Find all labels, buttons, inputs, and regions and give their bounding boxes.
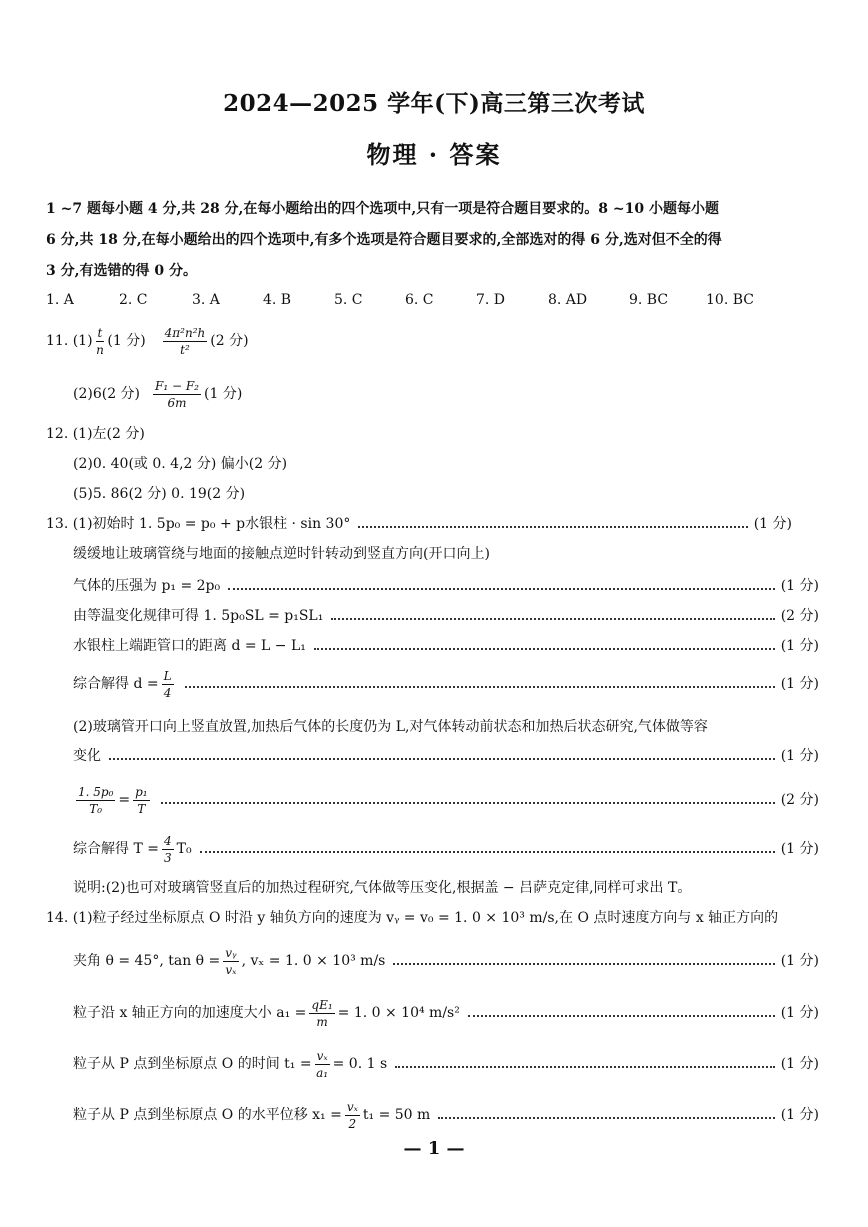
q14-line: 粒子从 P 点到坐标原点 O 的时间 t₁ = $\frac{\text{vₓ}}{\text{a₁}}$ = 0. 1 s (1 分)	[73, 1048, 819, 1080]
q13-line: 综合解得 d = $\frac{L}{4}$ (1 分)	[73, 668, 819, 700]
q11-part2: (2)6(2 分) $\frac{\text{F₁ − F₂}}{6m}$ (1 分)	[73, 378, 243, 410]
answer-item: 3. A	[192, 292, 220, 308]
instruction-line: 3 分,有选错的得 0 分。	[46, 263, 197, 279]
q13-line: 13. (1)初始时 1. 5p₀ = p₀ + p水银柱 · sin 30° (1 分)	[46, 516, 792, 532]
fraction: $\frac{4}{3}$	[163, 833, 172, 865]
q12-line: (2)0. 40(或 0. 4,2 分) 偏小(2 分)	[73, 456, 288, 472]
q13-line: 气体的压强为 p₁ = 2p₀ (1 分)	[73, 578, 819, 594]
page-title: 2024—2025 学年(下)高三第三次考试	[223, 90, 645, 117]
q13-note: 说明:(2)也可对玻璃管竖直后的加热过程研究,气体做等压变化,根据盖 − 吕萨克定律,同样可求出 T。	[73, 880, 692, 896]
q14-line: 夹角 θ = 45°, tan θ = $\frac{\text{vᵧ}}{\text{vₓ}}$ , vₓ = 1. 0 × 10³ m/s (1 分)	[73, 945, 819, 977]
answer-item: 4. B	[263, 292, 292, 308]
answer-item: 5. C	[334, 292, 363, 308]
fraction: $\frac{\text{p₁}}{T}$	[135, 784, 148, 816]
q14-line: 粒子沿 x 轴正方向的加速度大小 a₁ = $\frac{\text{qE₁}}{m}$ = 1. 0 × 10⁴ m/s² (1 分)	[73, 997, 819, 1029]
q12-line: (5)5. 86(2 分) 0. 19(2 分)	[73, 486, 246, 502]
q12-line: 12. (1)左(2 分)	[46, 426, 145, 442]
q13-line: 水银柱上端距管口的距离 d = L − L₁ (1 分)	[73, 638, 819, 654]
instructions	[46, 194, 806, 287]
q13-line: 综合解得 T = $\frac{4}{3}$ T₀ (1 分)	[73, 833, 819, 865]
fraction: $\frac{t}{n}$	[96, 325, 104, 357]
answer-item: 10. BC	[706, 292, 754, 308]
answer-item: 6. C	[405, 292, 434, 308]
fraction: $\frac{\text{vₓ}}{\text{a₁}}$	[316, 1048, 329, 1080]
q13-line: $\frac{\text{1. 5p₀}}{\text{T₀}}$ = $\frac{\text{p₁}}{T}$ (2 分)	[78, 784, 819, 816]
q11-part1: 11. (1) $\frac{t}{n}$ (1 分) $\frac{\text{4π²n²h}}{\text{t²}}$ (2 分)	[46, 325, 249, 357]
q13-line: 变化 (1 分)	[73, 748, 819, 764]
fraction: $\frac{L}{4}$	[163, 668, 172, 700]
answer-item: 8. AD	[548, 292, 588, 308]
answer-item: 7. D	[476, 292, 506, 308]
fraction: $\frac{\text{vₓ}}{2}$	[346, 1099, 358, 1131]
q14-line: 14. (1)粒子经过坐标原点 O 时沿 y 轴负方向的速度为 vᵧ = v₀ = 1. 0 × 10³ m/s,在 O 点时速度方向与 x 轴正方向的	[46, 910, 779, 926]
answer-item: 9. BC	[629, 292, 669, 308]
q14-line: 粒子从 P 点到坐标原点 O 的水平位移 x₁ = $\frac{\text{vₓ}}{2}$ t₁ = 50 m (1 分)	[73, 1099, 819, 1131]
q13-line: 由等温变化规律可得 1. 5p₀SL = p₁SL₁ (2 分)	[73, 608, 819, 624]
q13-line: (2)玻璃管开口向上竖直放置,加热后气体的长度仍为 L,对气体转动前状态和加热后状态研究,气体做等容	[73, 719, 708, 735]
fraction: $\frac{\text{4π²n²h}}{\text{t²}}$	[164, 325, 206, 357]
fraction: $\frac{\text{F₁ − F₂}}{6m}$	[155, 378, 199, 410]
page-subtitle: 物理 · 答案	[366, 140, 502, 169]
fraction: $\frac{\text{qE₁}}{m}$	[311, 997, 333, 1029]
instruction-line: 6 分,共 18 分,在每小题给出的四个选项中,有多个选项是符合题目要求的,全部选对的得 6 分,选对但不全的得	[46, 232, 722, 248]
fraction: $\frac{\text{1. 5p₀}}{\text{T₀}}$	[78, 784, 114, 816]
instruction-line: 1 ~7 题每小题 4 分,共 28 分,在每小题给出的四个选项中,只有一项是符合题目要求的。8 ~10 小题每小题	[46, 201, 720, 217]
answer-item: 1. A	[46, 292, 74, 308]
page-number: — 1 —	[403, 1138, 465, 1159]
q13-line: 缓缓地让玻璃管绕与地面的接触点逆时针转动到竖直方向(开口向上)	[73, 546, 490, 562]
fraction: $\frac{\text{vᵧ}}{\text{vₓ}}$	[225, 945, 237, 977]
answer-item: 2. C	[119, 292, 148, 308]
